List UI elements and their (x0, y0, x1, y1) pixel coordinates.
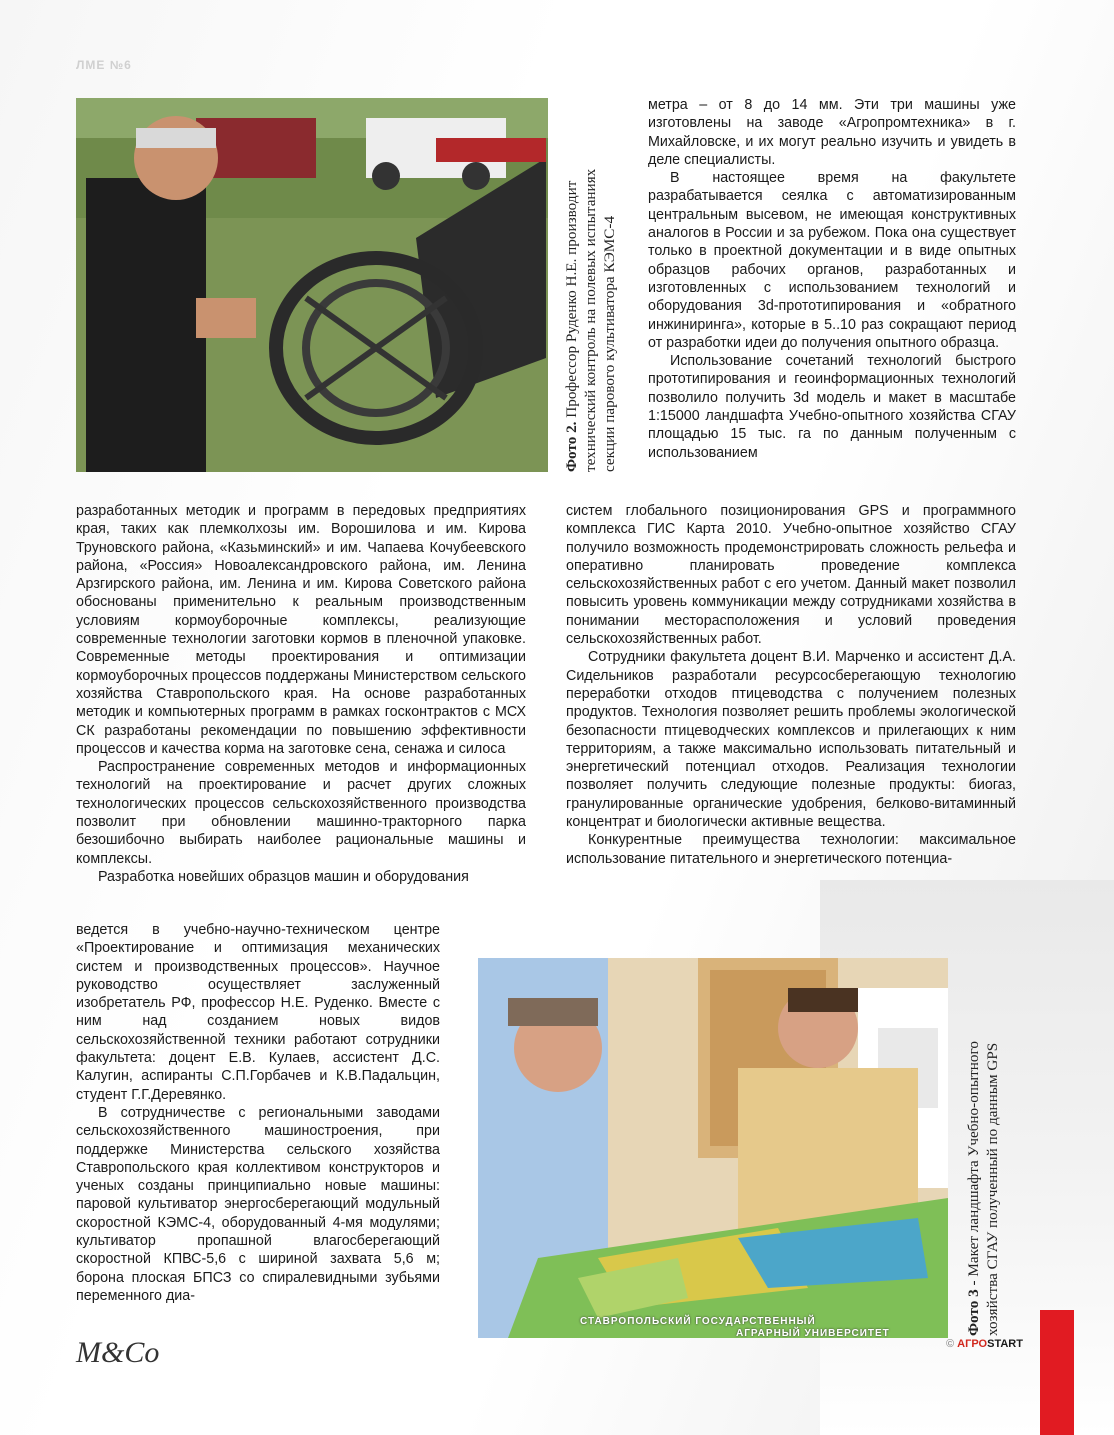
photo-3-caption-line-2: хозяйства СГАУ полученный по данным GPS (984, 1042, 1001, 1336)
photo-3 (478, 958, 948, 1338)
right-column-middle (566, 502, 1016, 868)
photo-2-caption-line-1: Профессор Руденко Н.Е. производит (563, 180, 580, 418)
photo-3-watermark-line-1: СТАВРОПОЛЬСКИЙ ГОСУДАРСТВЕННЫЙ (580, 1316, 816, 1327)
page-corner-bar (1040, 1310, 1074, 1435)
copyright-mark: © (946, 1338, 955, 1350)
photo-2 (76, 98, 548, 472)
paragraph: Распространение современных методов и информационных технологий на проектирование и расчет других сложных технологических процессов сельскохозяйственного производства позволит при обновлении машинно-тракторного парка безошибочно выбирать наиболее рациональные машины и комплексы. (76, 759, 526, 867)
page-header-mark: ЛМЕ №6 (76, 58, 132, 72)
left-column-bottom (76, 921, 440, 1305)
paragraph: систем глобального позиционирования GPS и программного комплекса ГИС Карта 2010. Учебно-опытное хозяйство СГАУ получило возможность продемонстрировать сложность рельефа и оперативно планировать проведение комплекса сельскохозяйственных работ с его учетом. Данный макет позволил повысить уровень коммуникации между сотрудниками хозяйства в понимании месторасположения и условий проведения сельскохозяйственных работ. (566, 503, 1016, 648)
photo-2-caption (558, 96, 624, 472)
paragraph: метра – от 8 до 14 мм. Эти три машины уже изготовлены на заводе «Агропромтехника» в г. Михайловске, и их могут реально изучить и увидеть в деле специалисты. (648, 97, 1016, 168)
paragraph: разработанных методик и программ в передовых предприятиях края, таких как племколхозы им. Ворошилова и им. Кирова Труновского района, «Казьминский» и им. Чапаева Кочубеевского района, «Россия» Новоалександровского района, им. Ленина Арзгирского района, им. Ленина и им. Кирова Советского района обоснованы применительно к реальным производственным условиям кормоуборочные комплексы, реализующие современные технологии заготовки кормов в пленочной упаковке. Современные методы проектирования и оптимизации кормоуборочных процессов поддержаны Министерством сельского хозяйства Ставропольского края. На основе разработанных методик и компьютерных программ в рамках госконтрактов с МСХ СК разработаны рекомендации по повышению эффективности процессов и качества корма на заготовке сена, сенажа и силоса (76, 503, 526, 757)
agro-label: АГРО (957, 1338, 988, 1350)
paragraph: В сотрудничестве с региональными заводами сельскохозяйственного машиностроения, при поддержке Министерства сельского хозяйства Ставропольского края коллективом конструкторов и ученых созданы принципиально новые машины: паровой культиватор энергосберегающий модульный скоростной КЭМС-4, оборудованный 4-мя модулями; культиватор пропашной влагосберегающий скоростной КПВС-5,6 с шириной захвата 5,6 м; борона плоская БПСЗ со спиралевидными зубьями переменного диа- (76, 1104, 440, 1304)
paragraph: ведется в учебно-научно-техническом центре «Проектирование и оптимизация механических систем и производственных процессов». Научное руководство осуществляет заслуженный изобретатель РФ, профессор Н.Е. Руденко. Вместе с ним над созданием новых видов сельскохозяйственной техники работают сотрудники факультета: доцент Е.В. Кулаев, ассистент Д.С. Калугин, аспиранты С.П.Горбачев и К.В.Падальцин, студент Г.Г.Деревянко. (76, 922, 440, 1103)
photo-3-caption-label: Фото 3 (965, 1289, 982, 1336)
right-column-top (648, 96, 1016, 462)
left-column-middle (76, 502, 526, 886)
photo-3-caption (958, 960, 1024, 1336)
paragraph: В настоящее время на факультете разрабатывается сеялка с автоматизированным центральным высевом, не имеющая конструктивных аналогов в России и за рубежом. Пока она существует только в проектной документации и в виде опытных образцов рабочих органов, разработанных и изготовленных с использованием технологий и оборудования 3d-прототипирования и «обратного инжиниринга», которые в 5..10 раз сокращают период от разработки идеи до получения опытного образца. (648, 170, 1016, 351)
paragraph: Сотрудники факультета доцент В.И. Марченко и ассистент Д.А. Сидельников разработали ресурсосберегающую технологию переработки отходов птицеводства с получением полезных продуктов. Технология позволяет решить проблемы экологической безопасности птицеводческих комплексов и прилегающих к ним территориям, а также максимально использовать питательный и энергетический потенциал отходов. Реализация технологии позволяет получить следующие полезные продукты: биогаз, гранулированные органические удобрения, белково-витаминный концентрат и биологически активные вещества. (566, 649, 1016, 831)
photo-3-watermark-line-2: АГРАРНЫЙ УНИВЕРСИТЕТ (736, 1328, 890, 1338)
photo-2-caption-line-3: секции парового культиватора КЭМС-4 (601, 215, 618, 472)
footer-agrostart-logo (946, 1338, 1023, 1350)
paragraph: Использование сочетаний технологий быстрого прототипирования и геоинформационных технологий позволило получить 3d модель и макет в масштабе 1:15000 ландшафта Учебно-опытного хозяйства СГАУ площадью 15 тыс. га по данным полученным с использованием (648, 353, 1016, 461)
footer-logo-mco: M&Co (76, 1336, 160, 1369)
photo-2-caption-label: Фото 2. (563, 421, 580, 472)
paragraph: Конкурентные преимущества технологии: максимальное использование питательного и энергетического потенциа- (566, 832, 1016, 867)
start-label: START (987, 1338, 1023, 1350)
paragraph: Разработка новейших образцов машин и оборудования (98, 868, 469, 885)
photo-3-caption-line-1: - Макет ландшафта Учебно-опытного (965, 1041, 982, 1290)
photo-2-caption-line-2: технический контроль на полевых испытаниях (582, 168, 599, 472)
